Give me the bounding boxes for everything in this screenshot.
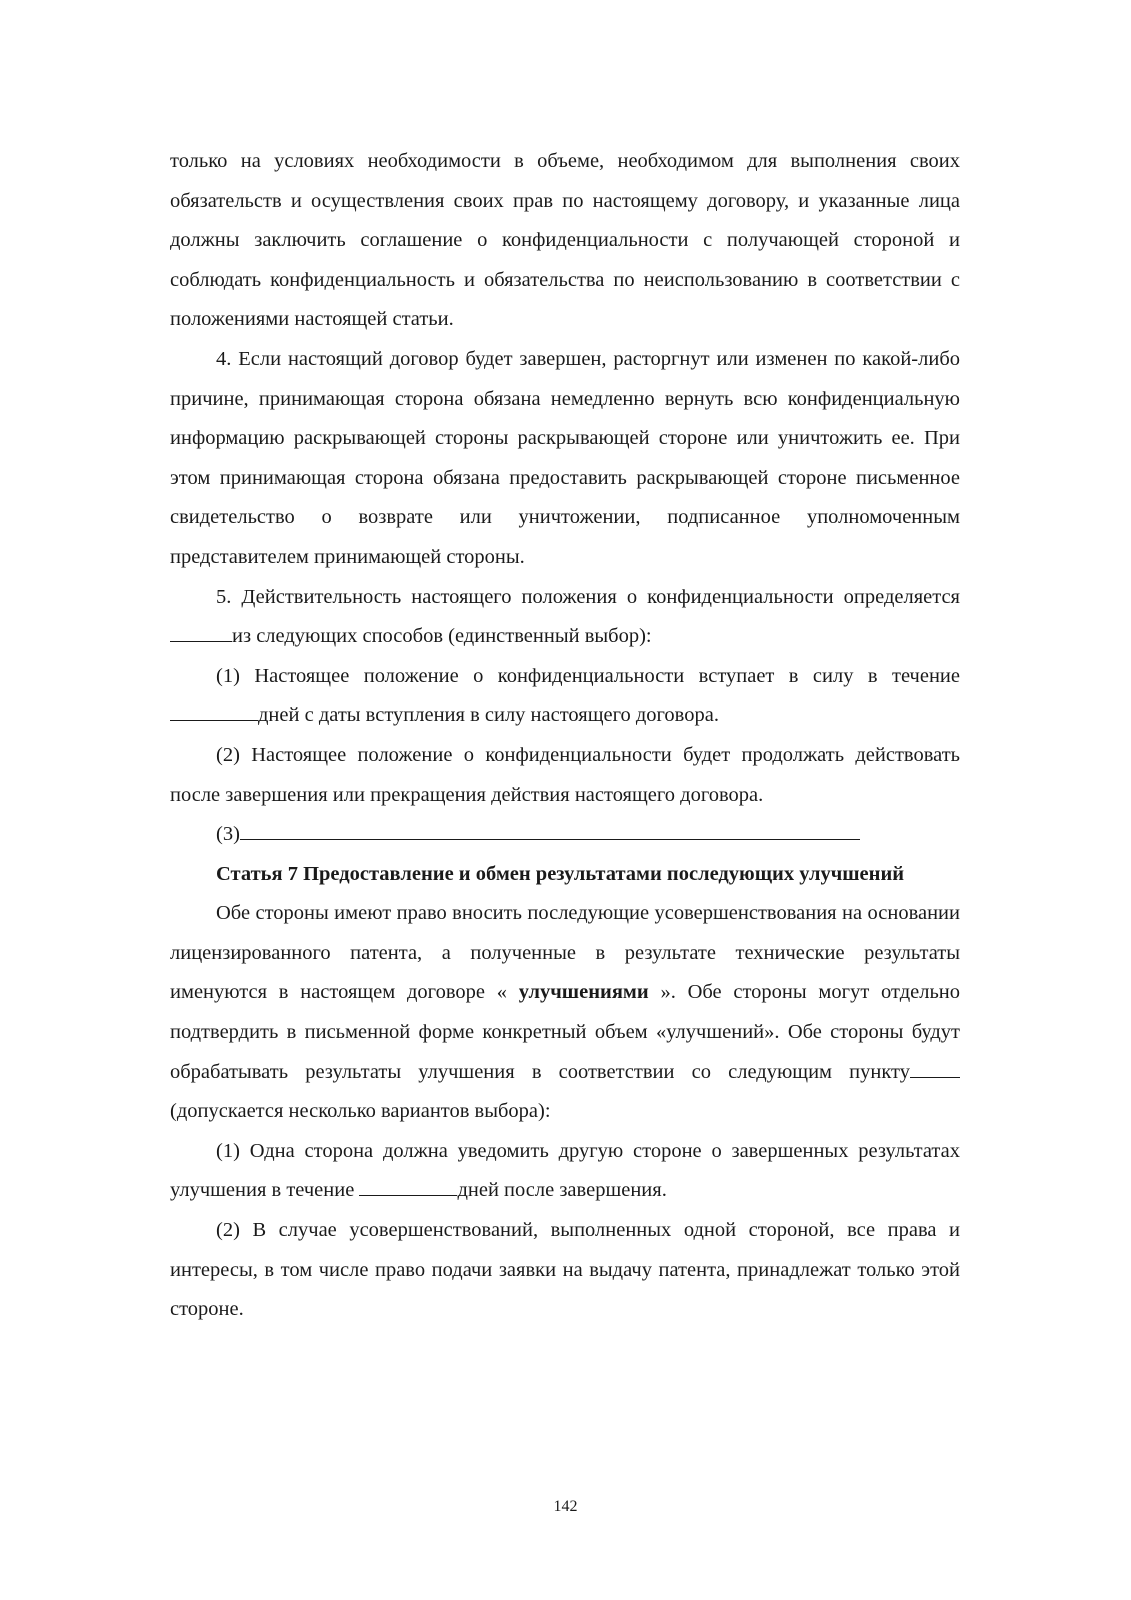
article-7-option-1	[170, 1132, 960, 1211]
article-7-heading: Статья 7 Предоставление и обмен результатами последующих улучшений	[216, 862, 905, 885]
paragraph-continuation: только на условиях необходимости в объеме, необходимом для выполнения своих обязательств и осуществления своих прав по настоящему договору, и указанные лица должны заключить соглашение о конфиденциальности с получающей стороной и соблюдать конфиденциальность и обязательства по неиспользованию в соответствии с положениями настоящей статьи.	[170, 150, 960, 331]
item-5-text-end: из следующих способов (единственный выбор):	[232, 625, 652, 648]
blank-field[interactable]	[170, 622, 232, 642]
article-7-paragraph	[170, 894, 960, 1132]
article-7-term: улучшениями	[518, 981, 649, 1004]
blank-field[interactable]	[170, 701, 258, 721]
option-2: (2) Настоящее положение о конфиденциальности будет продолжать действовать после завершения или прекращения действия настоящего договора.	[170, 743, 960, 806]
article-7-text-c: (допускается несколько вариантов выбора):	[170, 1100, 551, 1123]
page-body	[170, 142, 960, 1330]
article-7-option-2: (2) В случае усовершенствований, выполненных одной стороной, все права и интересы, в том числе право подачи заявки на выдачу патента, принадлежат только этой стороне.	[170, 1219, 960, 1321]
blank-field[interactable]	[910, 1057, 960, 1077]
option-1-text-start: (1) Настоящее положение о конфиденциальности вступает в силу в течение	[216, 664, 960, 687]
option-1-text-end: дней с даты вступления в силу настоящего договора.	[258, 704, 719, 727]
option-3-label: (3)	[216, 823, 240, 846]
article-7-option-1-text-start: (1) Одна сторона должна уведомить другую стороне о завершенных результатах улучшения в течение	[170, 1139, 960, 1202]
option-1	[170, 657, 960, 736]
article-7-text-a: Обе стороны имеют право вносить последующие усовершенствования на основании лицензированного патента, а полученные в результате технические результаты именуются в настоящем договоре «	[170, 902, 960, 1004]
item-5-text-start: 5. Действительность настоящего положения о конфиденциальности определяется	[216, 585, 960, 608]
article-7-option-1-text-end: дней после завершения.	[457, 1179, 667, 1202]
blank-field[interactable]	[359, 1176, 457, 1196]
paragraph-item-4: 4. Если настоящий договор будет завершен, расторгнут или изменен по какой-либо причине, принимающая сторона обязана немедленно вернуть всю конфиденциальную информацию раскрывающей стороны раскрывающей стороне или уничтожить ее. При этом принимающая сторона обязана предоставить раскрывающей стороне письменное свидетельство о возврате или уничтожении, подписанное уполномоченным представителем принимающей стороны.	[170, 347, 960, 568]
paragraph-item-5	[170, 578, 960, 657]
page-number: 142	[553, 1498, 578, 1515]
article-7-text-b: ». Обе стороны могут отдельно подтвердить в письменной форме конкретный объем «улучшений». Обе стороны будут обрабатывать результаты улучшения в соответствии со следующим пункту	[170, 981, 961, 1083]
blank-field[interactable]	[240, 820, 860, 840]
option-3	[170, 815, 960, 855]
